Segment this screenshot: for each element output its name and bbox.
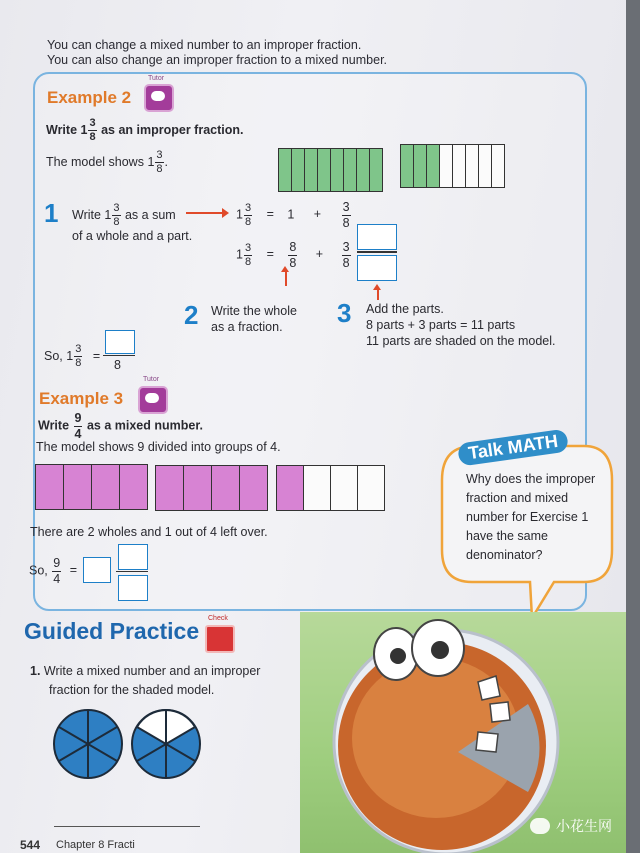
step2-text-1: Write the whole (211, 304, 297, 318)
example2-so-line: So, 1 $\frac{3}{8}$ = (44, 343, 101, 369)
ex3-fraction-bar (116, 571, 148, 572)
question-1-text: 1. Write a mixed number and an improper (30, 664, 261, 678)
answer-fraction-bar (357, 251, 397, 253)
circle-model-1 (54, 710, 122, 778)
step1-arrow (186, 212, 224, 214)
example3-model-text: The model shows 9 divided into groups of 4. (36, 440, 281, 454)
wechat-icon (530, 818, 550, 834)
equation-line-1: 1 $\frac{3}{8}$ = 1 + $\frac{3}{8}$ (236, 200, 350, 230)
green-model-whole (278, 148, 383, 192)
talk-math-header: Talk MATH (457, 428, 569, 466)
tutor-icon-2[interactable] (138, 386, 168, 414)
step1-number: 1 (44, 198, 59, 228)
step1-text-1: Write 1 $\frac{3}{8}$ as a sum (72, 202, 176, 228)
example2-model-text: The model shows 1 $\frac{3}{8}$ . (46, 149, 169, 175)
circle-model-2 (132, 710, 200, 778)
example2-title: Example 2 (47, 88, 132, 107)
answer-box-denominator[interactable] (357, 255, 397, 281)
example3-wholes-text: There are 2 wholes and 1 out of 4 left over. (30, 525, 268, 539)
step2-number: 2 (184, 300, 199, 330)
tutor-label: Tutor (148, 75, 165, 82)
step3-text-1: Add the parts. (366, 302, 444, 316)
example3-title: Example 3 (39, 389, 124, 408)
footer-rule (54, 826, 200, 827)
answer-box-numerator[interactable] (357, 224, 397, 250)
check-label: Check (208, 615, 228, 622)
answer-box-so[interactable] (105, 330, 135, 354)
check-icon[interactable] (205, 625, 235, 653)
purple-model-1 (35, 464, 148, 510)
intro-line-2: You can also change an improper fraction to a mixed number. (47, 53, 388, 67)
step3-arrowhead (373, 284, 381, 290)
answer-box-num3[interactable] (118, 544, 148, 570)
answer-box-den3[interactable] (118, 575, 148, 601)
step3-text-2: 8 parts + 3 parts = 11 parts (366, 318, 516, 332)
circle-models (52, 708, 202, 780)
purple-model-3 (276, 465, 385, 511)
step3-text-3: 11 parts are shaded on the model. (366, 334, 556, 348)
equation-line-2: 1 $\frac{3}{8}$ = $\frac{8}{8}$ + $\frac{3}{8}$ (236, 240, 350, 270)
pie-character (318, 612, 580, 853)
so-denominator: 8 (114, 358, 121, 372)
page-number: 544 (20, 838, 41, 852)
green-model-part (400, 144, 505, 188)
step2-arrowhead (281, 266, 289, 272)
step1-text-2: of a whole and a part. (72, 229, 193, 243)
example2-instruction: Write 1 $\frac{3}{8}$ as an improper fraction. (46, 117, 244, 143)
so-fraction-bar (103, 355, 135, 356)
watermark: 小花生网 (556, 819, 612, 835)
guided-practice-title: Guided Practice (24, 618, 200, 644)
tutor-label-2: Tutor (143, 376, 160, 383)
tutor-icon[interactable] (144, 84, 174, 112)
step1-arrowhead (222, 208, 229, 218)
example3-instruction: Write $\frac{9}{4}$ as a mixed number. (38, 411, 203, 441)
step2-text-2: as a fraction. (211, 320, 283, 334)
chapter-label: Chapter 8 Fracti (56, 839, 135, 851)
purple-model-2 (155, 465, 268, 511)
step2-arrow (285, 270, 287, 286)
step3-number: 3 (337, 298, 352, 328)
intro-line-1: You can change a mixed number to an improper fraction. (47, 38, 362, 52)
talk-math-text: Why does the improper fraction and mixed number for Exercise 1 have the same denominator? (466, 472, 596, 562)
answer-box-whole[interactable] (83, 557, 111, 583)
question-1-text-2: fraction for the shaded model. (49, 683, 215, 697)
example3-so-line: So, $\frac{9}{4}$ = (29, 556, 77, 586)
